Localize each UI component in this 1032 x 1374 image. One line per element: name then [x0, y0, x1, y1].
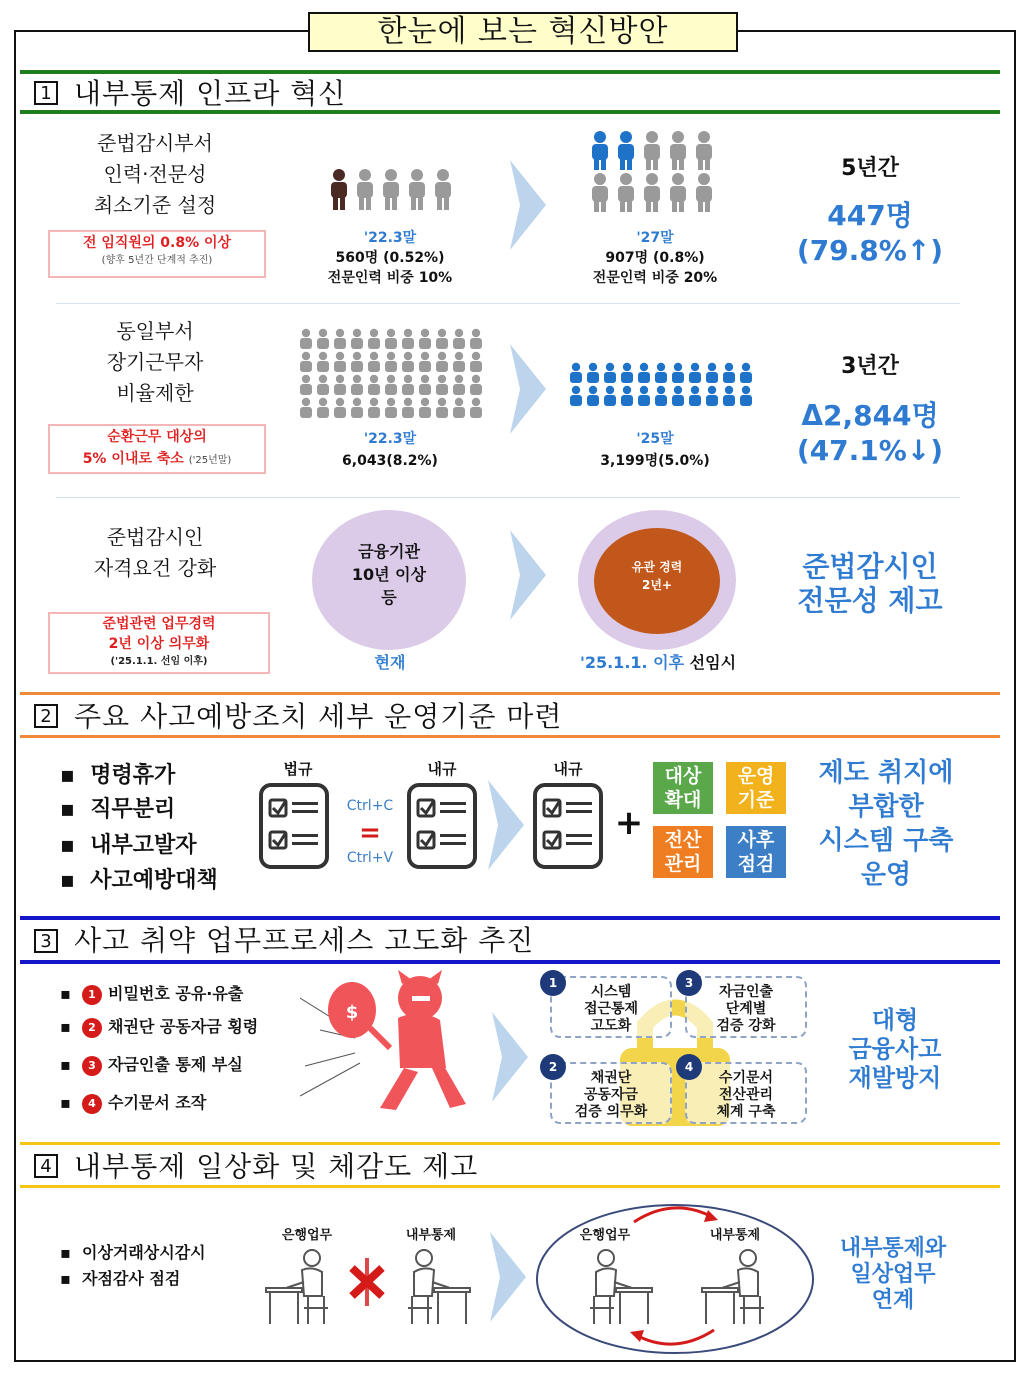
s2-result-line1: 제도 취지에 — [818, 758, 954, 788]
measure-number: 3 — [676, 970, 702, 996]
row2-note-line1: 순환근무 대상의 — [107, 429, 207, 445]
s4-bullet-item: ▪ 이상거래상시감시 — [60, 1243, 206, 1262]
s4-result-line1: 내부통제와 — [839, 1236, 947, 1261]
row1-target-note — [48, 230, 266, 278]
s4-bullet-list — [60, 1240, 206, 1292]
row1-value: 447명 — [827, 199, 913, 232]
row1-result — [790, 152, 950, 268]
row2-before-count: 6,043(8.2%) — [342, 453, 438, 469]
s4-arrow-icon — [490, 1232, 526, 1322]
circle1-line2: 10년 이상 — [351, 565, 427, 584]
row2-label-line2: 장기근무자 — [106, 350, 204, 374]
new-requirement-inner-circle — [594, 528, 720, 634]
paste-label: Ctrl+V — [346, 850, 394, 866]
row1-period: 5년간 — [841, 156, 899, 181]
row1-before-ratio: 전문인력 비중 10% — [327, 270, 453, 286]
row1-change: (79.8%↑) — [796, 234, 944, 267]
row1-before-date: '22.3말 — [363, 230, 417, 246]
row2-change: (47.1%↓) — [796, 434, 944, 467]
s3-arrow-icon — [492, 1012, 528, 1102]
row2-label-line1: 동일부서 — [116, 319, 194, 343]
circle1-line1: 금융기관 — [358, 542, 420, 561]
s2-result-line3: 시스템 구축 — [818, 826, 954, 856]
row1-before-people-icon — [325, 168, 455, 212]
row3-result — [770, 550, 970, 618]
row1-after-people-icon — [586, 130, 716, 214]
s4-result-line3: 연계 — [871, 1288, 915, 1313]
internal-control-label: 내부통제 — [709, 1228, 761, 1243]
risk-item: ▪ 2 채권단 공동자금 횡령 — [60, 1017, 259, 1036]
banking-work-label: 은행업무 — [281, 1228, 333, 1243]
s3-result-line3: 재발방지 — [848, 1064, 942, 1092]
checklist-doc-icon — [406, 782, 478, 870]
row2-value: Δ2,844명 — [801, 399, 939, 432]
dollar-sign: $ — [345, 1002, 359, 1023]
row2-arrow-icon — [510, 344, 546, 434]
circle2-line1: 유관 경력 — [631, 560, 683, 574]
row1-label-line1: 준법감시부서 — [97, 131, 213, 155]
risk-item: ▪ 4 수기문서 조작 — [60, 1093, 207, 1112]
person-at-desk-icon — [394, 1246, 474, 1326]
circle2-line2: 2년+ — [642, 578, 672, 592]
checklist-doc-icon — [532, 782, 604, 870]
row1-note-main: 전 임직원의 0.8% 이상 — [82, 235, 232, 251]
row2-after-count: 3,199명(5.0%) — [600, 453, 710, 469]
row1-after-date: '27말 — [636, 230, 674, 246]
row2-label-line3: 비율제한 — [116, 381, 194, 405]
row2-after-stats — [565, 428, 745, 472]
row1-label-line2: 인력·전문성 — [103, 162, 207, 186]
row-divider — [56, 497, 960, 498]
row2-after-date: '25말 — [636, 431, 674, 447]
new-caption-text: 선임시 — [689, 653, 737, 672]
row2-before-crowd-icon — [298, 328, 488, 418]
section-2-title: 주요 사고예방조치 세부 운영기준 마련 — [74, 700, 563, 733]
section-1-header — [20, 70, 1000, 114]
section-1-title: 내부통제 인프라 혁신 — [74, 77, 347, 110]
measure-number: 1 — [540, 970, 566, 996]
tile-post-inspection: 사후 점검 — [726, 826, 786, 878]
measure-number: 2 — [540, 1054, 566, 1080]
section-3-number: 3 — [34, 929, 58, 953]
thief-with-money-bag-icon — [300, 968, 480, 1118]
section-2-header — [20, 692, 1000, 738]
s2-arrow-icon — [488, 780, 524, 870]
measure-number: 4 — [676, 1054, 702, 1080]
row1-note-sub: (향후 5년간 단계적 추진) — [101, 255, 213, 266]
section-3-header — [20, 916, 1000, 964]
row2-label — [70, 316, 240, 409]
row2-before-date: '22.3말 — [363, 431, 417, 447]
person-at-desk-icon — [262, 1246, 342, 1326]
risk-item: ▪ 1 비밀번호 공유·유출 — [60, 984, 244, 1003]
new-caption — [548, 652, 768, 674]
s2-result — [796, 756, 976, 892]
current-caption: 현재 — [374, 653, 406, 672]
section-4-number: 4 — [34, 1154, 58, 1178]
s3-result-line2: 금융사고 — [848, 1035, 942, 1063]
row2-after-crowd-icon — [568, 362, 758, 408]
tile-it-management: 전산 관리 — [653, 826, 713, 878]
measure-withdrawal-check: 자금인출 단계별 검증 강화 — [685, 976, 807, 1038]
row3-label-line2: 자격요건 강화 — [93, 556, 217, 580]
row2-note-date: ('25년말) — [188, 455, 232, 466]
row3-note-line3: ('25.1.1. 선임 이후) — [110, 656, 208, 667]
row1-after-ratio: 전문인력 비중 20% — [592, 270, 718, 286]
row2-target-note — [48, 424, 266, 474]
equals-sign: = — [359, 818, 381, 848]
row3-result-line2: 전문성 제고 — [797, 584, 943, 617]
row1-label-line3: 최소기준 설정 — [93, 193, 217, 217]
tile-operating-standard: 운영 기준 — [726, 762, 786, 814]
doc-rule-label-new: 내규 — [553, 760, 583, 778]
section-3-title: 사고 취약 업무프로세스 고도화 추진 — [74, 924, 535, 957]
row2-note-line2: 5% 이내로 축소 — [82, 451, 184, 467]
section-1-number: 1 — [34, 81, 58, 105]
s4-result-line2: 일상업무 — [850, 1262, 936, 1287]
s4-bullet-item: ▪ 자점감사 점검 — [60, 1269, 181, 1288]
red-x-icon — [346, 1258, 388, 1306]
circle1-line3: 등 — [381, 588, 397, 607]
plus-sign: + — [614, 803, 644, 843]
row3-target-note — [48, 612, 270, 674]
row1-label — [70, 128, 240, 221]
row1-before-count: 560명 (0.52%) — [335, 250, 445, 266]
row2-period: 3년간 — [841, 354, 899, 379]
s4-result — [810, 1236, 976, 1314]
page-title: 한눈에 보는 혁신방안 — [308, 12, 738, 52]
row1-after-stats — [565, 228, 745, 288]
row3-label-line1: 준법감시인 — [106, 525, 204, 549]
banking-work-label: 은행업무 — [579, 1228, 631, 1243]
copy-label: Ctrl+C — [346, 798, 394, 814]
s3-result-line1: 대형 — [871, 1006, 919, 1034]
measure-document-digitization: 수기문서 전산관리 체계 구축 — [685, 1062, 807, 1124]
s3-result — [810, 1006, 980, 1093]
s2-result-line4: 운영 — [860, 860, 912, 890]
row3-arrow-icon — [510, 530, 546, 620]
s2-bullet-item: ▪ 사고예방대책 — [60, 868, 218, 893]
row3-note-line2: 2년 이상 의무화 — [108, 636, 210, 652]
person-at-desk-icon — [698, 1246, 778, 1326]
s2-bullet-item: ▪ 직무분리 — [60, 797, 176, 822]
row1-after-count: 907명 (0.8%) — [605, 250, 705, 266]
row1-before-stats — [300, 228, 480, 288]
new-caption-date: '25.1.1. 이후 — [579, 653, 685, 672]
person-at-desk-icon — [576, 1246, 656, 1326]
s2-bullet-item: ▪ 명령휴가 — [60, 763, 176, 788]
current-requirement-circle — [312, 510, 466, 650]
tile-target-expansion: 대상 확대 — [653, 762, 713, 814]
section-4-header — [20, 1142, 1000, 1188]
doc-rule-label: 내규 — [427, 760, 457, 778]
checklist-doc-icon — [258, 782, 330, 870]
measure-access-control: 시스템 접근통제 고도화 — [550, 976, 672, 1038]
section-4-title: 내부통제 일상화 및 체감도 제고 — [74, 1150, 479, 1183]
row-divider — [56, 303, 960, 304]
row3-note-line1: 준법관련 업무경력 — [102, 616, 216, 632]
risk-item: ▪ 3 자금인출 통제 부실 — [60, 1055, 243, 1074]
s2-result-line2: 부합한 — [848, 792, 924, 822]
measure-joint-fund-verify: 채권단 공동자금 검증 의무화 — [550, 1062, 672, 1124]
row3-result-line1: 준법감시인 — [802, 550, 938, 583]
row3-label — [70, 522, 240, 584]
row2-before-stats — [300, 428, 480, 472]
row1-arrow-icon — [510, 160, 546, 250]
s2-bullet-item: ▪ 내부고발자 — [60, 833, 197, 858]
section-2-number: 2 — [34, 704, 58, 728]
row2-result — [790, 350, 950, 468]
internal-control-label: 내부통제 — [405, 1228, 457, 1243]
doc-law-label: 법규 — [283, 760, 313, 778]
